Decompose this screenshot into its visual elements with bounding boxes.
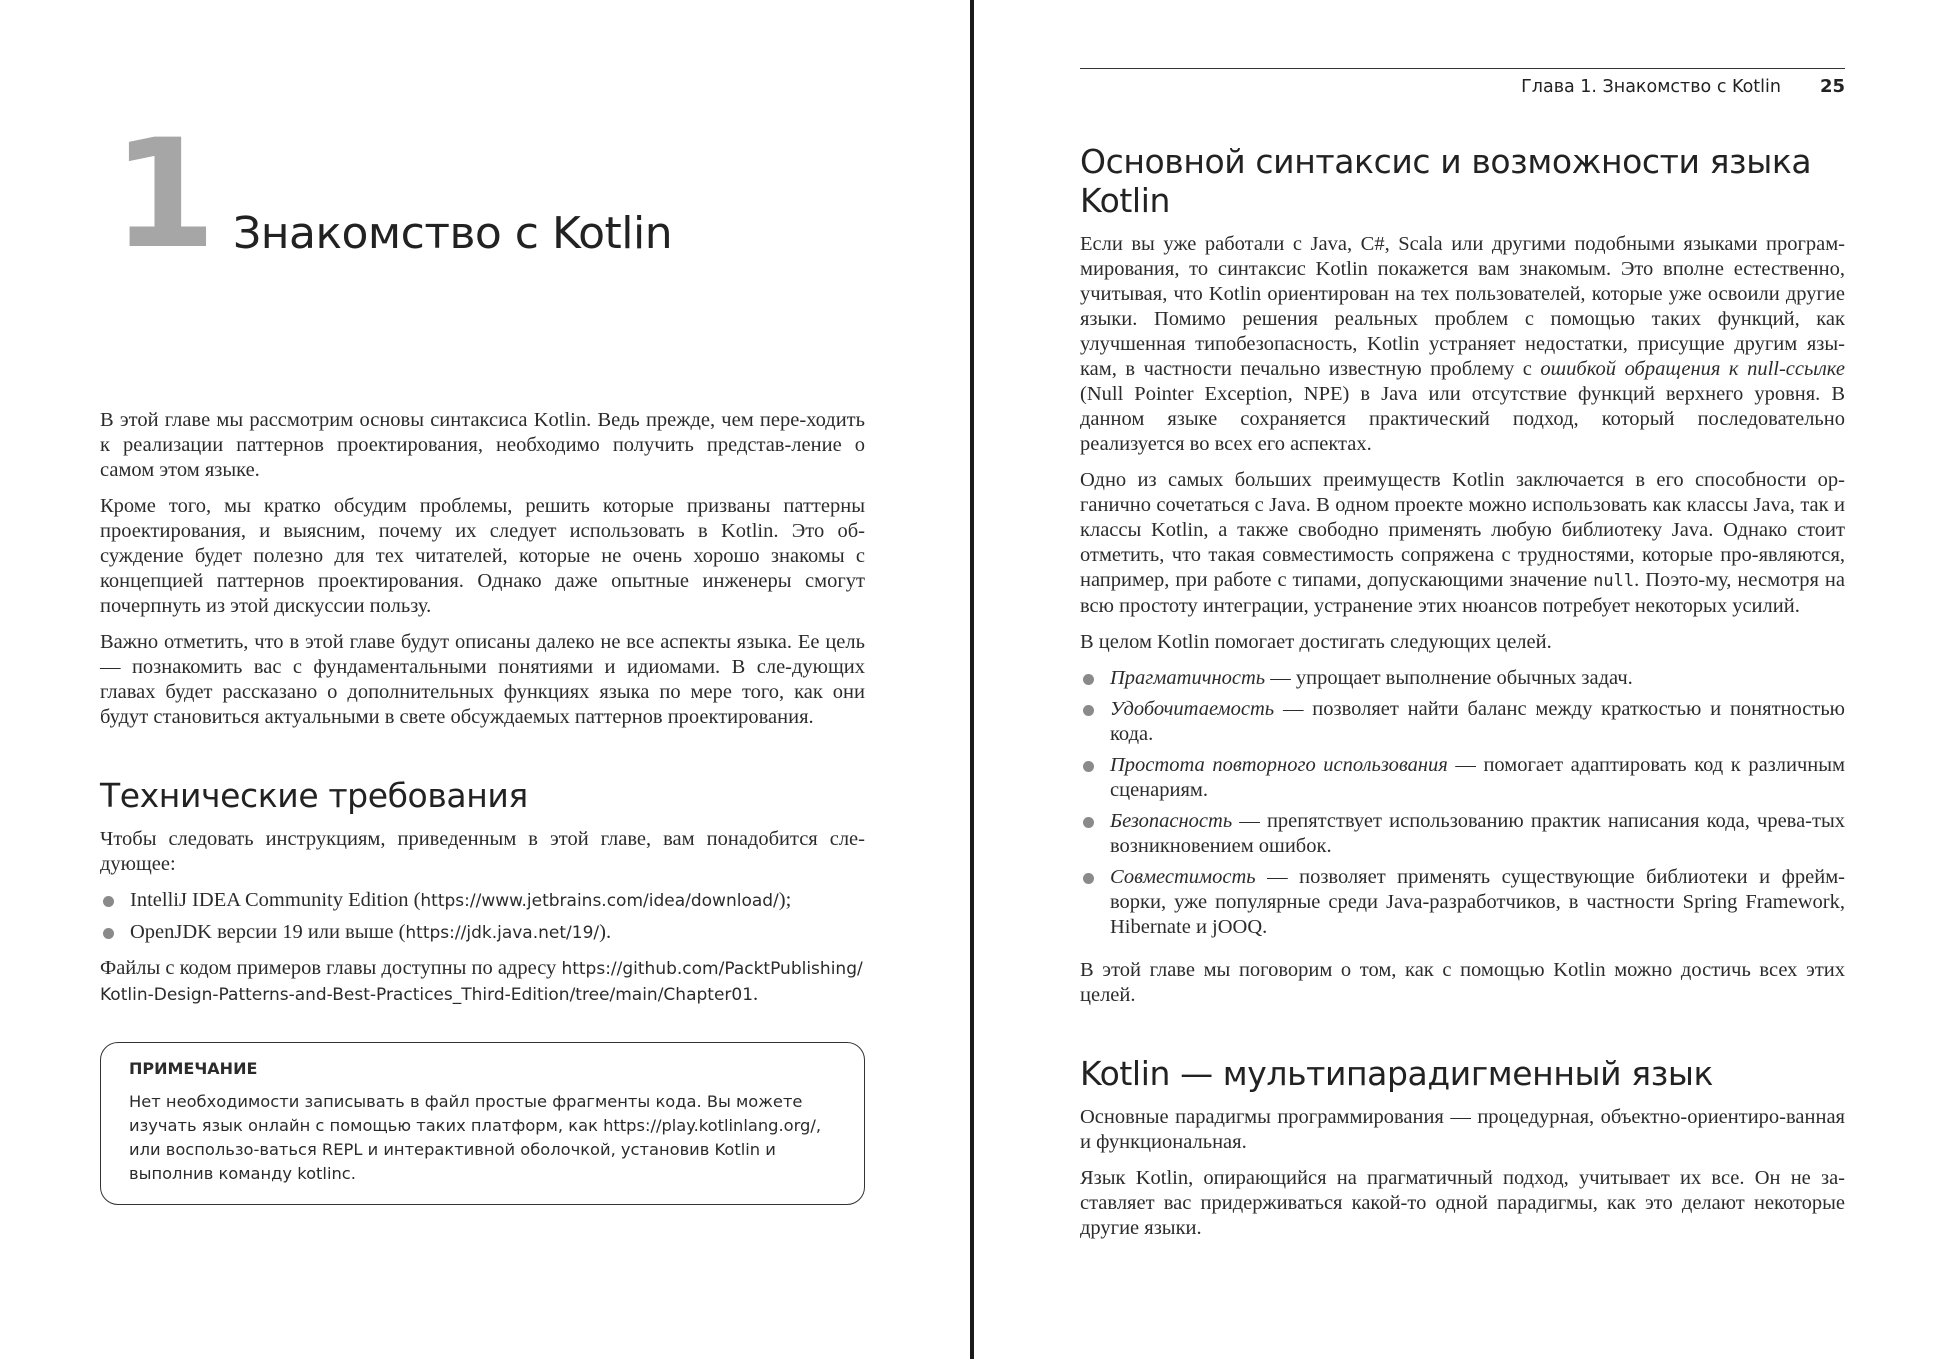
- goal-term: Безопасность: [1110, 810, 1233, 832]
- running-header: [1080, 68, 1845, 99]
- tech-requirements-heading: Технические требования: [100, 776, 528, 815]
- goals-list: [1080, 666, 1845, 940]
- right-page: [977, 0, 1935, 1359]
- page-divider: [970, 0, 974, 1359]
- requirement-tail: ).: [599, 921, 612, 943]
- goal-term: Прагматичность: [1110, 667, 1266, 689]
- tech-intro: Чтобы следовать инструкциям, приведенным в этой главе, вам понадобится сле-дующее:: [100, 828, 865, 875]
- chapter-number: 1: [112, 108, 217, 282]
- goal-term: Простота повторного использования: [1110, 754, 1448, 776]
- intro-paragraph: В этой главе мы рассмотрим основы синтаксиса Kotlin. Ведь прежде, чем пере-ходить к реализации паттернов проектирования, необходимо получить представ-ление о самом этом языке.: [100, 409, 865, 481]
- code-files-prefix: Файлы с кодом примеров главы доступны по адресу: [100, 957, 562, 979]
- goal-desc: — позволяет применять существующие библиотеки и фрейм-ворки, уже популярные среди Java-разработчиков, в частности Spring Framework, Hibernate и jOOQ.: [1110, 866, 1845, 938]
- syntax-paragraph: [1080, 232, 1845, 457]
- bullet-icon: [1083, 705, 1094, 716]
- list-item: [1080, 753, 1845, 803]
- note-text: Нет необходимости записывать в файл простые фрагменты кода. Вы можете изучать язык онлайн с помощью таких платформ, как https://play.kotlinlang.org/, или воспользо-ваться REPL и интерактивной оболочкой, установив Kotlin и выполнив команду kotlinc.: [129, 1092, 822, 1183]
- bullet-icon: [1083, 761, 1094, 772]
- intro-paragraph: Важно отметить, что в этой главе будут описаны далеко не все аспекты языка. Ее цель — познакомить вас с фундаментальными понятиями и идиомами. В сле-дующих главах будет рассказано о дополнительных функциях языка по мере того, как они будут становиться актуальными в свете обсуждаемых паттернов проектирования.: [100, 631, 865, 728]
- bullet-icon: [1083, 674, 1094, 685]
- null-code: null: [1593, 571, 1635, 591]
- requirement-link[interactable]: https://jdk.java.net/19/: [405, 923, 600, 943]
- intro-paragraph: Кроме того, мы кратко обсудим проблемы, решить которые призваны паттерны проектирования, и выясним, почему их следует использовать в Kotlin. Это об-суждение будет полезно для тех читателей, которые не очень хорошо знакомы с концепцией паттернов проектирования. Однако даже опытные инженеры смогут почерпнуть из этой дискуссии пользу.: [100, 495, 865, 617]
- requirement-text: IntelliJ IDEA Community Edition (: [130, 889, 421, 911]
- multiparadigm-heading: Kotlin — мультипарадигменный язык: [1080, 1054, 1714, 1093]
- syntax-text: (Null Pointer Exception, NPE) в Java или отсутствие функций верхнего уровня. В данном языке сохраняется практический подход, который последовательно реализуется во всех его аспектах.: [1080, 383, 1845, 455]
- interop-paragraph: [1080, 468, 1845, 619]
- goal-desc: — упрощает выполнение обычных задач.: [1265, 667, 1633, 689]
- goal-desc: — помогает адаптировать код к различным сценариям.: [1110, 754, 1845, 801]
- bullet-icon: [1083, 817, 1094, 828]
- requirement-tail: );: [778, 889, 792, 911]
- bullet-icon: [103, 896, 114, 907]
- goal-term: Удобочитаемость: [1110, 698, 1275, 720]
- list-item: [100, 920, 865, 946]
- goals-intro: В целом Kotlin помогает достигать следующих целей.: [1080, 631, 1552, 653]
- chapter-title: Знакомство с Kotlin: [233, 208, 673, 259]
- paradigms-paragraph: Основные парадигмы программирования — процедурная, объектно-ориентиро-ванная и функциональная.: [1080, 1106, 1845, 1153]
- list-item: [1080, 666, 1845, 691]
- syntax-heading: Основной синтаксис и возможности языка Kotlin: [1080, 142, 1812, 220]
- interop-text: Одно из самых больших преимуществ Kotlin заключается в его способности ор-ганично сочетаться с Java. В одном проекте можно использовать как классы Java, так и классы Kotlin, а также свободно применять любую библиотеку Java. Однако стоит отметить, что такая совместимость сопряжена с трудностями, которые про-являются, например, при работе с типами, допускающими значение: [1080, 469, 1845, 591]
- code-files-suffix: .: [753, 983, 759, 1005]
- code-files-paragraph: [100, 956, 865, 1008]
- right-body: [1080, 142, 1845, 1252]
- left-body: [100, 408, 865, 1205]
- npe-term: ошибкой обращения к null-ссылке: [1540, 358, 1845, 380]
- interop-text: . Поэто-му, несмотря на всю простоту интеграции, устранение этих нюансов потребует некоторых усилий.: [1080, 569, 1845, 617]
- syntax-text: Если вы уже работали с Java, C#, Scala или другими подобными языками програм-мирования, то синтаксис Kotlin покажется вам знакомым. Это вполне естественно, учитывая, что Kotlin ориентирован на тех пользователей, которые уже освоили другие языки. Помимо решения реальных проблем с помощью таких функций, как улучшенная типобезопасность, Kotlin устраняет недостатки, присущие другим язы-кам, в частности печально известную проблему с: [1080, 233, 1845, 380]
- page-number: 25: [1819, 76, 1845, 97]
- list-item: [1080, 809, 1845, 859]
- list-item: [1080, 865, 1845, 940]
- list-item: [100, 888, 865, 914]
- goal-desc: — препятствует использованию практик написания кода, чрева-тых возникновением ошибок.: [1110, 810, 1845, 857]
- code-files-link[interactable]: https://github.com/PacktPublishing/Kotlin-Design-Patterns-and-Best-Practices_Third-Edition/tree/main/Chapter01: [100, 959, 863, 1005]
- note-box: [100, 1042, 865, 1205]
- bullet-icon: [103, 928, 114, 939]
- goal-term: Совместимость: [1110, 866, 1256, 888]
- paradigms-paragraph: Язык Kotlin, опирающийся на прагматичный подход, учитывает их все. Он не за-ставляет вас придерживаться какой-то одной парадигмы, как это делают некоторые другие языки.: [1080, 1167, 1845, 1239]
- requirements-list: [100, 888, 865, 946]
- bullet-icon: [1083, 873, 1094, 884]
- requirement-link[interactable]: https://www.jetbrains.com/idea/download/: [420, 891, 779, 911]
- running-title: Глава 1. Знакомство с Kotlin: [1521, 77, 1781, 97]
- note-title: ПРИМЕЧАНИЕ: [129, 1059, 258, 1078]
- goal-desc: — позволяет найти баланс между краткостью и понятностью кода.: [1110, 698, 1845, 745]
- goals-outro: В этой главе мы поговорим о том, как с помощью Kotlin можно достичь всех этих целей.: [1080, 959, 1845, 1006]
- requirement-text: OpenJDK версии 19 или выше (: [130, 921, 406, 943]
- list-item: [1080, 697, 1845, 747]
